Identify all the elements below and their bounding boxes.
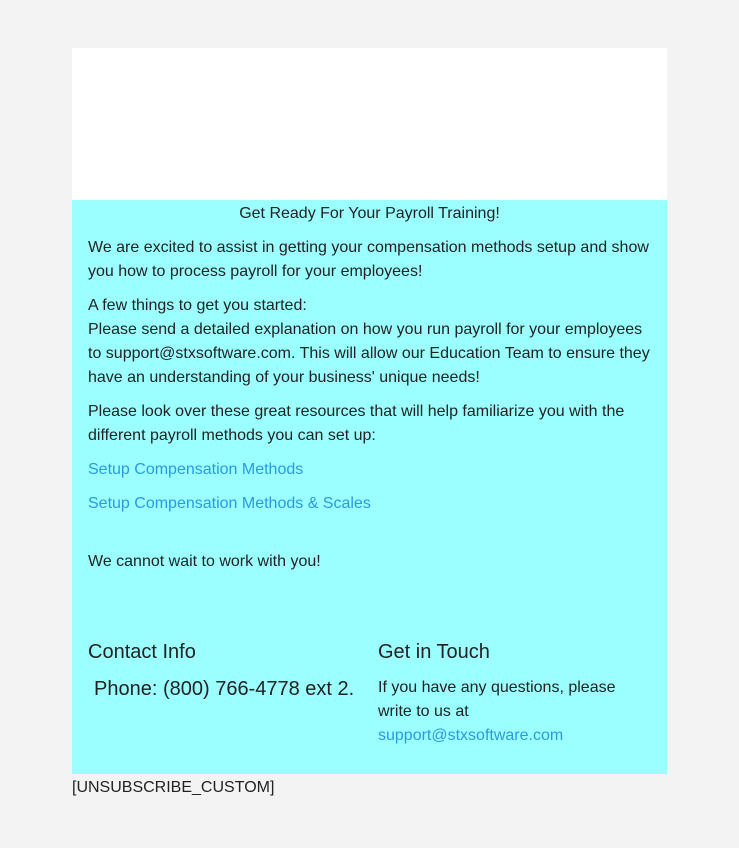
contact-info-heading: Contact Info (88, 641, 196, 663)
get-in-touch-line-2: write to us at (378, 703, 469, 720)
support-email-link[interactable]: support@stxsoftware.com (378, 727, 564, 744)
get-in-touch-line-1: If you have any questions, please (378, 679, 616, 696)
get-in-touch-text (378, 676, 648, 748)
intro-paragraph: We are excited to assist in getting your compensation methods setup and show you how to process payroll for your employees! (88, 239, 649, 280)
header-image (72, 48, 667, 200)
setup-compensation-methods-link[interactable]: Setup Compensation Methods (88, 461, 304, 478)
contact-info-section (88, 640, 378, 748)
get-in-touch-heading: Get in Touch (378, 641, 490, 663)
getting-started-heading: A few things to get you started: (88, 297, 307, 314)
phone-number: Phone: (800) 766-4778 ext 2. (94, 678, 355, 700)
getting-started-paragraph (88, 294, 651, 390)
get-in-touch-section (378, 640, 648, 748)
unsubscribe-placeholder: [UNSUBSCRIBE_CUSTOM] (72, 779, 275, 796)
resources-paragraph: Please look over these great resources that will help familiarize you with the different payroll methods you can set up: (88, 403, 625, 444)
setup-compensation-scales-link[interactable]: Setup Compensation Methods & Scales (88, 495, 371, 512)
email-title: Get Ready For Your Payroll Training! (239, 205, 500, 222)
email-body (72, 200, 667, 774)
email-container (72, 48, 667, 774)
closing-paragraph: We cannot wait to work with you! (88, 553, 321, 570)
getting-started-body: Please send a detailed explanation on how you run payroll for your employees to support@stxsoftware.com. This will allow our Education Team to ensure they have an understanding of your business' unique needs! (88, 321, 650, 386)
footer-columns (88, 640, 651, 748)
